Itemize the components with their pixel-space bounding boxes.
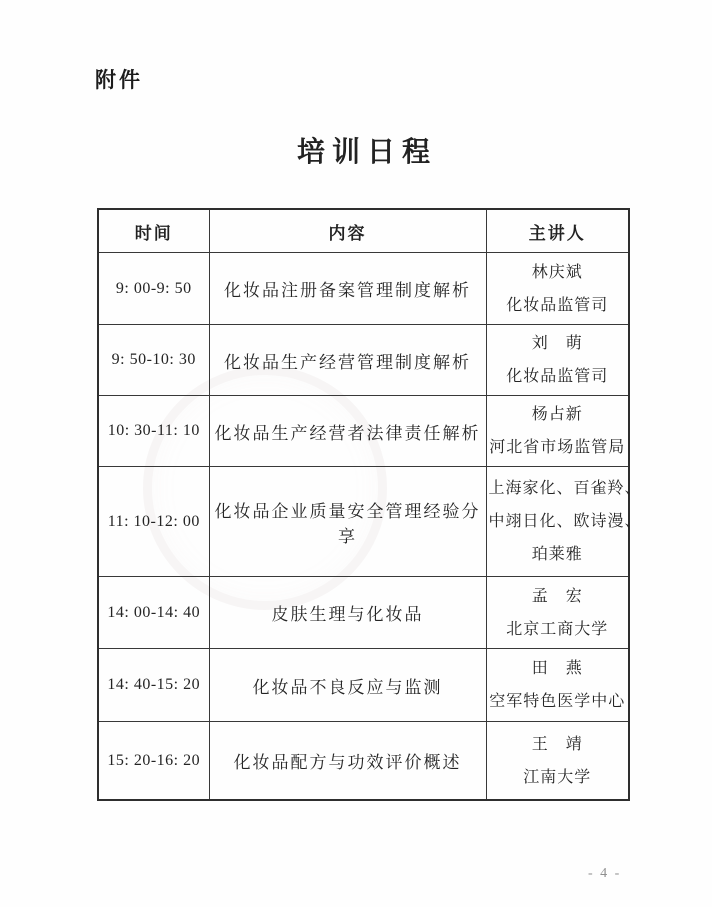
speaker-name: 田 燕 (531, 660, 583, 677)
speaker-affiliation: 北京工商大学 (506, 620, 609, 638)
speaker-affiliation: 空军特色医学中心 (489, 693, 626, 710)
speaker-line: 珀莱雅 (531, 546, 583, 563)
page-title: 培训日程 (296, 137, 437, 168)
speaker-affiliation: 河北省市场监管局 (489, 439, 626, 456)
time-cell: 14: 00-14: 40 (98, 577, 209, 649)
speaker-cell (486, 325, 629, 396)
speaker-name: 上海家化、百雀羚、 (488, 480, 642, 497)
time-cell: 14: 40-15: 20 (98, 649, 209, 722)
content-cell: 皮肤生理与化妆品 (209, 577, 486, 649)
speaker-affiliation: 中翊日化、欧诗漫、 (488, 513, 642, 530)
speaker-name: 王 靖 (531, 735, 583, 753)
speaker-cell (486, 253, 629, 325)
time-cell: 10: 30-11: 10 (98, 396, 209, 467)
speaker-cell (486, 467, 642, 577)
column-header-speaker: 主讲人 (486, 209, 629, 253)
table-header-row (98, 209, 629, 253)
table-row (98, 722, 629, 801)
speaker-cell (486, 396, 629, 467)
speaker-cell (486, 722, 629, 801)
content-cell: 化妆品生产经营者法律责任解析 (209, 396, 486, 467)
schedule-table (97, 208, 642, 801)
table-row (98, 253, 629, 325)
attachment-label: 附件 (95, 69, 143, 92)
speaker-cell (486, 577, 629, 649)
speaker-name: 杨占新 (531, 406, 583, 423)
speaker-name: 林庆斌 (531, 263, 583, 281)
speaker-affiliation: 化妆品监管司 (506, 296, 609, 314)
time-cell: 9: 50-10: 30 (98, 325, 209, 396)
table-row (98, 649, 629, 722)
time-cell: 11: 10-12: 00 (98, 467, 209, 577)
content-cell: 化妆品不良反应与监测 (209, 649, 486, 722)
time-cell: 15: 20-16: 20 (98, 722, 209, 801)
content-cell: 化妆品配方与功效评价概述 (209, 722, 486, 801)
time-cell: 9: 00-9: 50 (98, 253, 209, 325)
speaker-cell (486, 649, 629, 722)
content-cell: 化妆品企业质量安全管理经验分享 (209, 467, 486, 577)
speaker-name: 孟 宏 (531, 587, 583, 605)
speaker-affiliation: 化妆品监管司 (506, 368, 609, 385)
table-row (98, 577, 629, 649)
content-cell: 化妆品生产经营管理制度解析 (209, 325, 486, 396)
table-row (98, 396, 629, 467)
speaker-name: 刘 萌 (531, 335, 583, 352)
column-header-content: 内容 (209, 209, 486, 253)
page-number: - 4 - (588, 866, 622, 881)
speaker-affiliation: 江南大学 (523, 768, 592, 786)
content-cell: 化妆品注册备案管理制度解析 (209, 253, 486, 325)
table-row (98, 325, 629, 396)
column-header-time: 时间 (98, 209, 209, 253)
table-row (98, 467, 629, 577)
